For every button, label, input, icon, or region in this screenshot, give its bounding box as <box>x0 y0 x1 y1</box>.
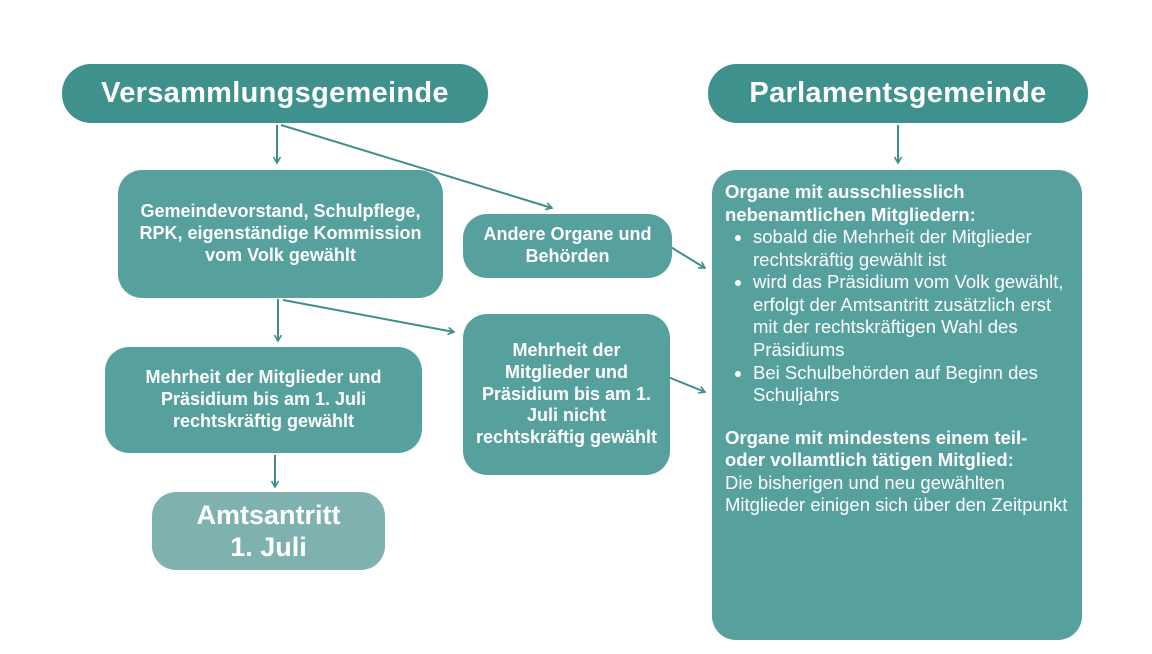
panel-heading-vollamtlich: Organe mit mindestens einem teil- oder vollamtlich tätigen Mitglied: <box>725 426 1028 471</box>
arrow-elected-to-not-elected <box>283 300 454 332</box>
panel-parlamentsgemeinde-rules <box>712 170 1082 640</box>
arrow-not-elected-to-panel <box>668 377 705 392</box>
result-line2: 1. Juli <box>230 532 307 562</box>
header-parlamentsgemeinde: Parlamentsgemeinde <box>708 64 1088 123</box>
result-line1: Amtsantritt <box>196 499 341 530</box>
node-majority-elected: Mehrheit der Mitglieder und Präsidium bis am 1. Juli rechtskräftig gewählt <box>105 347 422 453</box>
node-andere-organe: Andere Organe und Behörden <box>463 214 672 278</box>
arrow-andere-organe-to-panel <box>669 246 705 268</box>
panel-body-text: Die bisherigen und neu gewählten Mitglieder einigen sich über den Zeitpunkt <box>725 471 1068 516</box>
node-amtsantritt-result <box>152 492 385 570</box>
panel-bullet-list <box>725 226 1068 407</box>
header-versammlungsgemeinde: Versammlungsgemeinde <box>62 64 488 123</box>
panel-bullet-item: • Bei Schulbehörden auf Beginn des Schuljahrs <box>753 362 1068 407</box>
panel-bullet-item: • wird das Präsidium vom Volk gewählt, erfolgt der Amtsantritt zusätzlich erst mit der rechtskräftigen Wahl des Präsidiums <box>753 271 1068 361</box>
panel-bullet-item: • sobald die Mehrheit der Mitglieder rechtskräftig gewählt ist <box>753 226 1068 271</box>
panel-heading-nebenamtlich: Organe mit ausschliesslich nebenamtlichen Mitgliedern: <box>725 181 976 225</box>
node-majority-not-elected: Mehrheit der Mitglieder und Präsidium bis am 1. Juli nicht rechtskräftig gewählt <box>463 314 670 475</box>
node-elected-by-people: Gemeindevorstand, Schulpflege, RPK, eigenständige Kommission vom Volk gewählt <box>118 170 443 298</box>
